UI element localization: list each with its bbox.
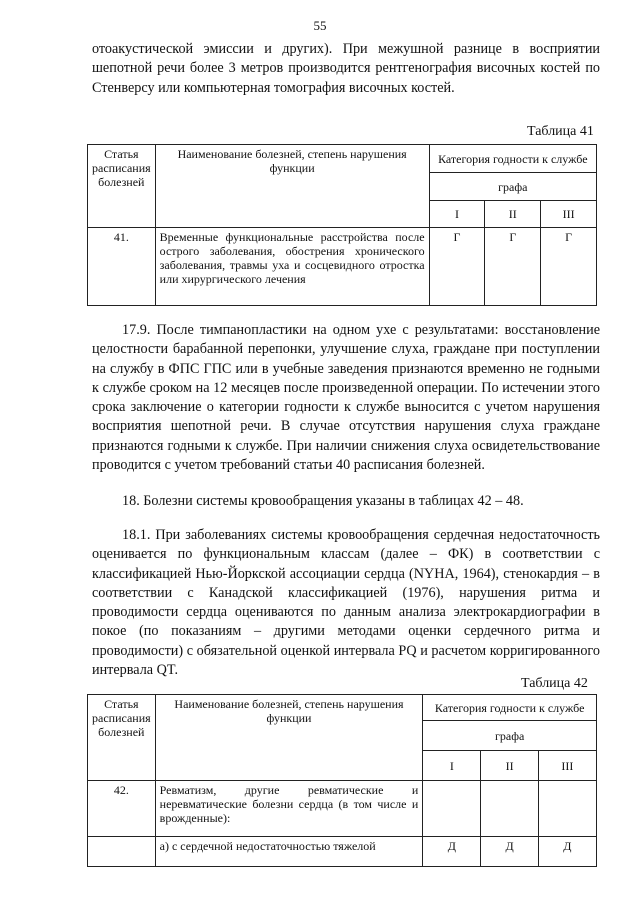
table-42-header-graph: графа	[423, 721, 597, 751]
table-42-header-name: Наименование болезней, степень нарушения функции	[155, 695, 423, 781]
table-42	[87, 694, 597, 867]
table-42-row-value-1: Д	[423, 837, 481, 867]
table-42-col-1: I	[423, 751, 481, 781]
table-42-row-article	[88, 837, 156, 867]
table-42-row-value-2	[481, 781, 538, 837]
table-42-col-2: II	[481, 751, 538, 781]
table-42-col-3: III	[538, 751, 596, 781]
table-42-header-category: Категория годности к службе	[423, 695, 597, 721]
table-row	[88, 837, 597, 867]
table-row	[88, 781, 597, 837]
table-41-header-category: Категория годности к службе	[429, 145, 596, 173]
table-42-header-article: Статья расписания болезней	[88, 695, 156, 781]
table-41-header-name: Наименование болезней, степень нарушения функции	[155, 145, 429, 228]
table-42-caption: Таблица 42	[521, 676, 588, 691]
table-41-col-2: II	[485, 201, 541, 228]
table-41-caption: Таблица 41	[527, 124, 594, 139]
table-42-row-name: Ревматизм, другие ревматические и неревматические болезни сердца (в том числе и врожденные):	[155, 781, 423, 837]
table-row	[88, 228, 597, 306]
table-42-row-value-2: Д	[481, 837, 538, 867]
paragraph-17-9: 17.9. После тимпанопластики на одном ухе с результатами: восстановление целостности барабанной перепонки, улучшение слуха, граждане при поступлении на службу в ФПС ГПС или в учебные заведения признаются временно не годными к службе сроком на 12 месяцев после произведенной операции. По истечении этого срока заключение о категории годности к службе выносится с учетом нарушения восприятия шепотной речи. В случае отсутствия нарушения слуха граждане признаются годными к службе. При наличии снижения слуха освидетельствование проводится с учетом требований статьи 40 расписания болезней.	[92, 322, 600, 474]
table-42-row-value-1	[423, 781, 481, 837]
table-41-col-3: III	[541, 201, 597, 228]
table-41-header-graph: графа	[429, 173, 596, 201]
table-42-row-value-3	[538, 781, 596, 837]
table-41-row-article: 41.	[88, 228, 156, 306]
table-41-header-article: Статья расписания болезней	[88, 145, 156, 228]
intro-paragraph: отоакустической эмиссии и других). При межушной разнице в восприятии шепотной речи более 3 метров производится рентгенография височных костей по Стенверсу или компьютерная томография височных костей.	[92, 41, 600, 96]
table-42-row-value-3: Д	[538, 837, 596, 867]
table-41	[87, 144, 597, 306]
table-41-col-1: I	[429, 201, 485, 228]
page-number: 55	[313, 18, 327, 33]
paragraph-18-1: 18.1. При заболеваниях системы кровообращения сердечная недостаточность оценивается по функциональным классам (далее – ФК) в соответствии с классификацией Нью-Йоркской ассоциации сердца (NYHA, 1964), стенокардия – в соответствии с Канадской классификацией (1976), нарушения ритма и проводимости сердца оцениваются по данным анализа электрокардиографии в покое (по показаниям – другими методами оценки сердечного ритма и проводимости) с обязательной оценкой интервала PQ и расчетом корригированного интервала QT.	[92, 527, 600, 679]
paragraph-18: 18. Болезни системы кровообращения указаны в таблицах 42 – 48.	[122, 493, 524, 509]
table-41-row-name: Временные функциональные расстройства после острого заболевания, обострения хронического заболевания, травмы уха и сосцевидного отростка или хирургического лечения	[155, 228, 429, 306]
table-41-row-value-2: Г	[485, 228, 541, 306]
table-41-row-value-1: Г	[429, 228, 485, 306]
table-41-row-value-3: Г	[541, 228, 597, 306]
table-42-row-article: 42.	[88, 781, 156, 837]
table-42-row-name: а) с сердечной недостаточностью тяжелой	[155, 837, 423, 867]
